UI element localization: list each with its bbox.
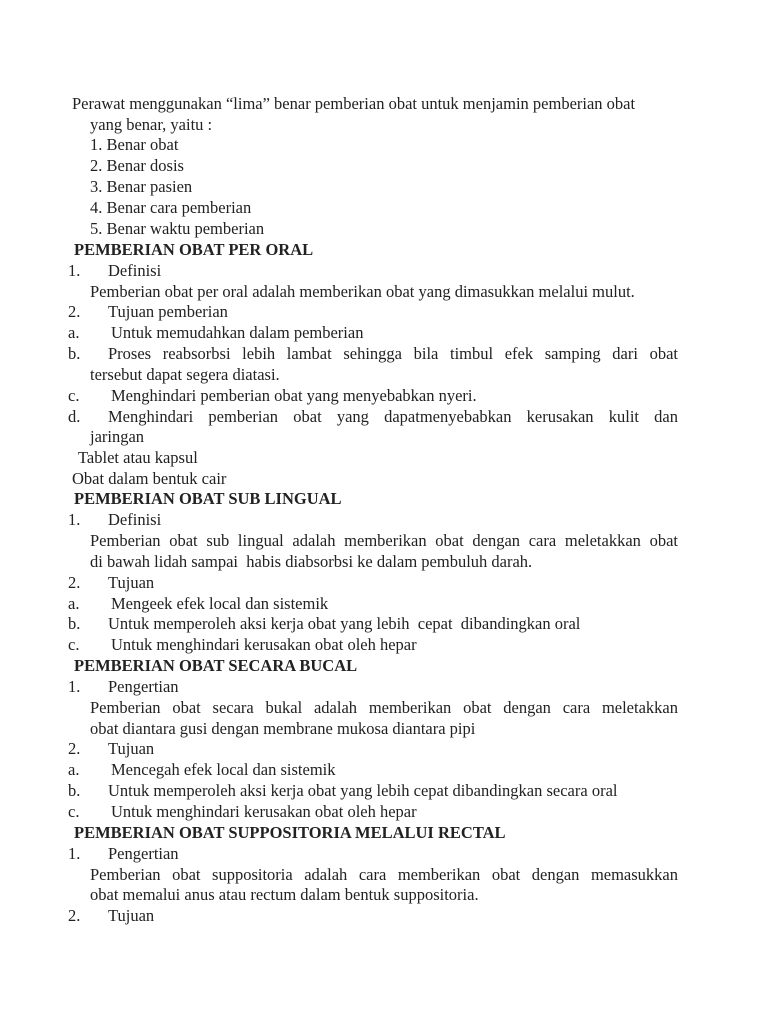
subheading-tujuan: Tujuan xyxy=(108,906,155,925)
subheading-tujuan: Tujuan xyxy=(108,573,155,592)
body-text: Obat dalam bentuk cair xyxy=(72,469,227,488)
intro-item: 2. Benar dosis xyxy=(90,156,184,175)
list-letter: a. xyxy=(68,323,80,342)
list-item-text: Menghindari pemberian obat yang menyebabkan nyeri. xyxy=(111,386,477,405)
section-heading-oral: PEMBERIAN OBAT PER ORAL xyxy=(74,240,314,259)
intro-item: 5. Benar waktu pemberian xyxy=(90,219,265,238)
list-item-continuation: tersebut dapat segera diatasi. xyxy=(90,365,280,384)
list-number: 2. xyxy=(68,739,81,758)
section-heading-rectal: PEMBERIAN OBAT SUPPOSITORIA MELALUI RECTAL xyxy=(74,823,506,842)
intro-line-2: yang benar, yaitu : xyxy=(90,115,213,134)
subheading-pengertian: Pengertian xyxy=(108,677,179,696)
list-item-text: Untuk memperoleh aksi kerja obat yang lebih cepat dibandingkan oral xyxy=(108,614,581,633)
list-number: 1. xyxy=(68,844,81,863)
section-heading-bucal: PEMBERIAN OBAT SECARA BUCAL xyxy=(74,656,358,675)
list-letter: a. xyxy=(68,760,80,779)
definition-text: Pemberian obat per oral adalah memberikan obat yang dimasukkan melalui mulut. xyxy=(90,282,635,301)
list-letter: d. xyxy=(68,407,81,426)
list-number: 2. xyxy=(68,906,81,925)
list-item-text: Mencegah efek local dan sistemik xyxy=(111,760,336,779)
list-letter: b. xyxy=(68,614,81,633)
subheading-tujuan: Tujuan pemberian xyxy=(108,302,228,321)
list-number: 1. xyxy=(68,261,81,280)
list-item-text: Mengeek efek local dan sistemik xyxy=(111,594,329,613)
list-letter: b. xyxy=(68,344,81,363)
list-item-text: Untuk memudahkan dalam pemberian xyxy=(111,323,364,342)
list-item-text: Menghindari pemberian obat yang dapatmenyebabkan kerusakan kulit dan xyxy=(108,407,678,426)
list-letter: c. xyxy=(68,635,80,654)
subheading-definisi: Definisi xyxy=(108,261,162,280)
list-letter: c. xyxy=(68,802,80,821)
intro-item: 1. Benar obat xyxy=(90,135,179,154)
list-number: 2. xyxy=(68,302,81,321)
body-text: Tablet atau kapsul xyxy=(78,448,198,467)
intro-item: 4. Benar cara pemberian xyxy=(90,198,252,217)
list-number: 2. xyxy=(68,573,81,592)
list-item-text: Untuk memperoleh aksi kerja obat yang lebih cepat dibandingkan secara oral xyxy=(108,781,618,800)
subheading-pengertian: Pengertian xyxy=(108,844,179,863)
list-number: 1. xyxy=(68,510,81,529)
list-number: 1. xyxy=(68,677,81,696)
list-item-continuation: jaringan xyxy=(90,427,145,446)
definition-continuation: di bawah lidah sampai habis diabsorbsi ke dalam pembuluh darah. xyxy=(90,552,533,571)
definition-text: Pemberian obat sub lingual adalah memberikan obat dengan cara meletakkan obat xyxy=(90,531,678,550)
subheading-definisi: Definisi xyxy=(108,510,162,529)
section-heading-sublingual: PEMBERIAN OBAT SUB LINGUAL xyxy=(74,489,342,508)
list-letter: a. xyxy=(68,594,80,613)
definition-text: Pemberian obat suppositoria adalah cara memberikan obat dengan memasukkan xyxy=(90,865,678,884)
definition-continuation: obat diantara gusi dengan membrane mukosa diantara pipi xyxy=(90,719,476,738)
list-item-text: Untuk menghindari kerusakan obat oleh hepar xyxy=(111,635,417,654)
list-letter: c. xyxy=(68,386,80,405)
subheading-tujuan: Tujuan xyxy=(108,739,155,758)
list-item-text: Proses reabsorbsi lebih lambat sehingga bila timbul efek samping dari obat xyxy=(108,344,678,363)
list-letter: b. xyxy=(68,781,81,800)
intro-item: 3. Benar pasien xyxy=(90,177,193,196)
intro-line-1: Perawat menggunakan “lima” benar pemberian obat untuk menjamin pemberian obat xyxy=(72,94,636,113)
definition-continuation: obat memalui anus atau rectum dalam bentuk suppositoria. xyxy=(90,885,479,904)
definition-text: Pemberian obat secara bukal adalah memberikan obat dengan cara meletakkan xyxy=(90,698,678,717)
list-item-text: Untuk menghindari kerusakan obat oleh hepar xyxy=(111,802,417,821)
